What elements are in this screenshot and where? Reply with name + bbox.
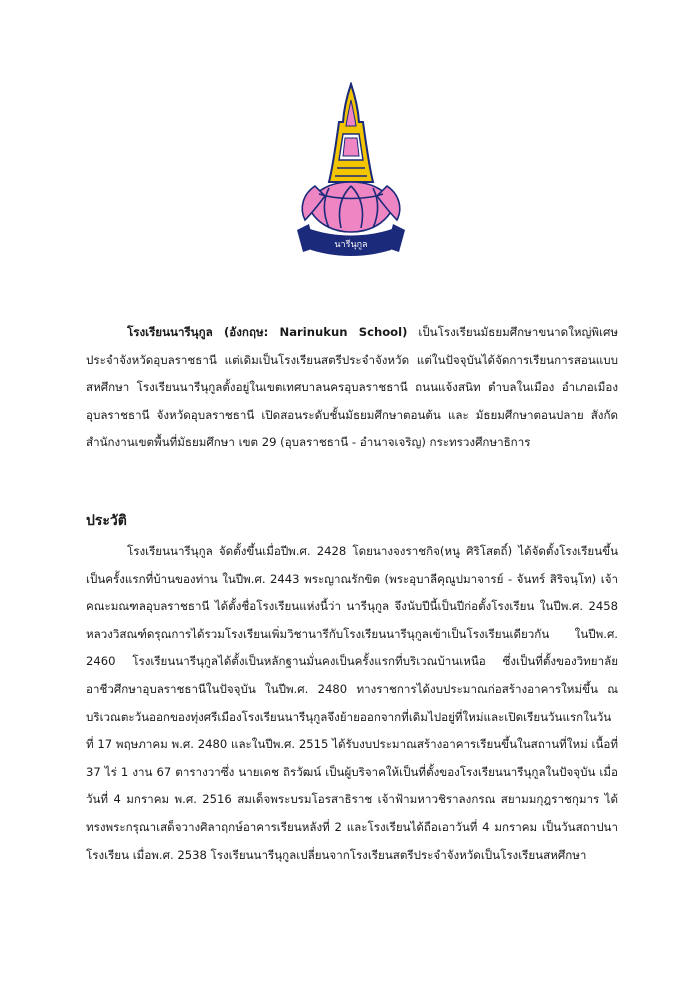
- intro-paragraph: [86, 319, 618, 457]
- history-heading: ประวัติ: [86, 513, 127, 529]
- history-body: โรงเรียนนารีนุกูล จัดตั้งขึ้นเมื่อปีพ.ศ. 2428 โดยนางจงราชกิจ(หนู ศิริโสตถิ์) ได้จัดตั้งโรงเรียนขึ้นเป็นครั้งแรกที่บ้านของท่าน ในปีพ.ศ. 2443 พระญาณรักขิต (พระอุบาลีคุณูปมาจารย์ - จันทร์ สิริจนฺโท) เจ้าคณะมณฑลอุบลราชธานี ได้ตั้งชื่อโรงเรียนแห่งนี้ว่า นารีนุกูล จึงนับปีนี้เป็นปีก่อตั้งโรงเรียน ในปีพ.ศ. 2458 หลวงวิสณฑ์ดรุณการได้รวมโรงเรียนเพิ่มวิชานารีกับโรงเรียนนารีนุกูลเข้าเป็นโรงเรียนเดียวกัน ในปีพ.ศ. 2460 โรงเรียนนารีนุกูลได้ตั้งเป็นหลักฐานมั่นคงเป็นครั้งแรกที่บริเวณบ้านเหนือ ซึ่งเป็นที่ตั้งของวิทยาลัยอาชีวศึกษาอุบลราชธานีในปัจจุบัน ในปีพ.ศ. 2480 ทางราชการได้งบประมาณก่อสร้างอาคารใหม่ขึ้น ณ บริเวณตะวันออกของทุ่งศรีเมืองโรงเรียนนารีนุกูลจึงย้ายออกจากที่เดิมไปอยู่ที่ใหม่และเปิดเรียนวันแรกในวันที่ 17 พฤษภาคม พ.ศ. 2480 และในปีพ.ศ. 2515 ได้รับงบประมาณสร้างอาคารเรียนขึ้นในสถานที่ใหม่ เนื้อที่ 37 ไร่ 1 งาน 67 ตารางวาซึ่ง นายเดช ถิรวัฒน์ เป็นผู้บริจาคให้เป็นที่ตั้งของโรงเรียนนารีนุกูลในปัจจุบัน เมื่อวันที่ 4 มกราคม พ.ศ. 2516 สมเด็จพระบรมโอรสาธิราช เจ้าฟ้ามหาวชิราลงกรณ สยามมกุฎราชกุมาร ได้ทรงพระกรุณาเสด็จวางศิลาฤกษ์อาคารเรียนหลังที่ 2 และโรงเรียนได้ถือเอาวันที่ 4 มกราคม เป็นวันสถาปนาโรงเรียน เมื่อพ.ศ. 2538 โรงเรียนนารีนุกูลเปลี่ยนจากโรงเรียนสตรีประจำจังหวัดเป็นโรงเรียนสหศึกษา: [86, 544, 618, 862]
- emblem-lotus: [302, 182, 400, 232]
- intro-body: เป็นโรงเรียนมัธยมศึกษาขนาดใหญ่พิเศษประจำจังหวัดอุบลราชธานี แต่เดิมเป็นโรงเรียนสตรีประจำจังหวัด แต่ในปัจจุบันได้จัดการเรียนการสอนแบบสหศึกษา โรงเรียนนารีนุกูลตั้งอยู่ในเขตเทศบาลนครอุบลราชธานี ถนนแจ้งสนิท ตำบลในเมือง อำเภอเมืองอุบลราชธานี จังหวัดอุบลราชธานี เปิดสอนระดับชั้นมัธยมศึกษาตอนต้น และ มัธยมศึกษาตอนปลาย สังกัดสำนักงานเขตพื้นที่มัธยมศึกษา เขต 29 (อุบลราชธานี - อำนาจเจริญ) กระทรวงศึกษาธิการ: [86, 325, 618, 450]
- emblem-banner-text: นารีนุกูล: [334, 240, 368, 250]
- history-paragraph: [86, 538, 618, 869]
- school-emblem-logo: [295, 82, 407, 257]
- intro-lead: โรงเรียนนารีนุกูล (อังกฤษ: Narinukun School): [127, 325, 408, 339]
